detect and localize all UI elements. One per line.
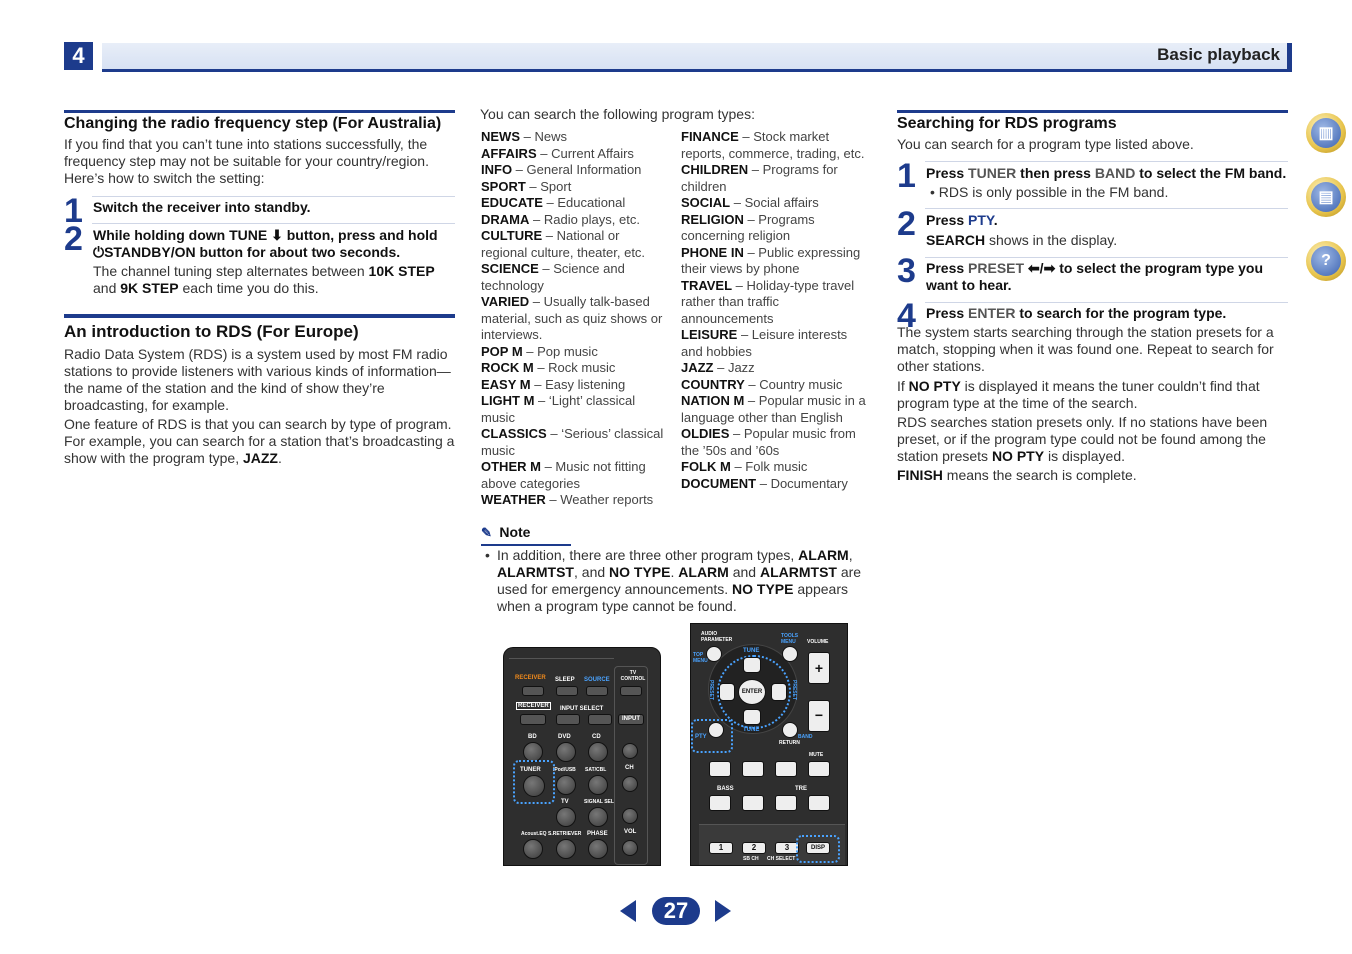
program-type-description: – ‘Serious’ classical music (481, 426, 664, 458)
program-type-description: – Sport (525, 178, 572, 194)
number-2-button[interactable]: 2 (742, 842, 766, 854)
ipod-usb-button[interactable] (556, 775, 576, 795)
label-phase: PHASE (587, 831, 608, 837)
header-bar (102, 43, 1292, 72)
program-type-code: COUNTRY (681, 376, 745, 392)
cd-button[interactable] (588, 742, 608, 762)
remote-illustration-receiver (503, 647, 661, 866)
label-tune-top: TUNE (743, 648, 760, 654)
step-1-text: Switch the receiver into standby. (93, 199, 311, 215)
program-type-code: NEWS (481, 129, 520, 144)
keyword: 10K STEP (368, 263, 435, 279)
page-number: 27 (663, 898, 689, 923)
program-type-item (481, 360, 669, 377)
label-pty: PTY (695, 734, 707, 740)
previous-page-arrow-icon[interactable] (620, 900, 636, 922)
phase-button[interactable] (588, 839, 608, 859)
program-type-code: ROCK M (481, 360, 534, 375)
heading-frequency-step: Changing the radio frequency step (For Australia) (64, 115, 442, 132)
program-type-item (481, 426, 669, 459)
search-step-3-text (926, 260, 1288, 294)
play-button[interactable] (775, 761, 797, 777)
keyword: SEARCH (926, 232, 986, 248)
tre-up-button[interactable] (808, 795, 830, 811)
tuner-highlight (513, 760, 555, 804)
label-vol: VOL (624, 829, 637, 835)
program-type-description: – Holiday-type travel rather than traffic announcements (681, 277, 855, 326)
program-type-description: – Programs concerning religion (681, 211, 815, 243)
text: shows in the display. (985, 232, 1118, 248)
text: each time you do this. (178, 280, 319, 296)
program-type-description: – Country music (744, 376, 843, 392)
step-2-part: button, press and hold (282, 227, 438, 243)
search-result-p1: The system starts searching through the station presets for a match, stopping when it was found one. Repeat to search for other stations. (897, 324, 1274, 374)
power-icon: ⏻ (93, 244, 105, 260)
program-type-code: DRAMA (481, 211, 530, 227)
program-type-item (481, 459, 669, 492)
text: are used for emergency announcements. (497, 564, 862, 597)
program-type-description: – Science and technology (481, 261, 625, 293)
source-power-button[interactable] (586, 686, 608, 696)
label-top-menu: TOP MENU (693, 652, 708, 664)
program-type-item (481, 294, 669, 344)
program-type-description: – Folk music (730, 459, 808, 474)
program-type-description: – Easy listening (530, 376, 626, 392)
keyword: NO PTY (991, 448, 1045, 464)
s-retriever-button[interactable] (556, 839, 576, 859)
search-result-p2 (897, 378, 1288, 412)
program-type-code: OLDIES (681, 426, 730, 441)
program-type-item (481, 179, 669, 196)
program-type-description: – Programs for children (681, 162, 838, 194)
program-type-code: JAZZ (681, 360, 714, 375)
text: . (993, 212, 998, 228)
stop-button[interactable] (742, 761, 764, 777)
search-step-1-text (926, 165, 1288, 182)
label-audio-parameter: AUDIO PARAMETER (701, 631, 733, 643)
step-rule (92, 196, 455, 197)
label-input-select: INPUT SELECT (560, 706, 604, 712)
program-type-code: WEATHER (481, 492, 546, 507)
keyword: 9K STEP (120, 280, 179, 296)
vol-down-button[interactable] (622, 840, 638, 856)
program-type-description: – Social affairs (730, 195, 819, 210)
keyword: JAZZ (242, 450, 278, 466)
program-type-description: – Jazz (713, 360, 755, 375)
pty-button[interactable] (708, 722, 724, 738)
label-source: SOURCE (584, 677, 610, 683)
search-step-4-text (926, 305, 1288, 322)
program-type-code: SCIENCE (481, 261, 539, 276)
section-title: Basic playback (1157, 45, 1280, 64)
keyword: PRESET (968, 260, 1025, 276)
program-type-code: CLASSICS (481, 426, 547, 441)
pencil-icon: ✎ (481, 525, 492, 540)
tune-down-button[interactable] (743, 709, 761, 725)
program-type-code: INFO (481, 162, 513, 177)
label-ch: CH (625, 765, 634, 771)
tv-button[interactable] (556, 807, 576, 827)
label-volume: VOLUME (807, 639, 829, 645)
keyword: ALARMTST (759, 564, 837, 580)
program-type-item (481, 212, 669, 229)
program-type-item (681, 377, 867, 394)
preset-left-button[interactable] (719, 683, 735, 701)
program-type-item (481, 162, 669, 179)
program-type-description: – Rock music (533, 360, 616, 375)
program-type-code: POP M (481, 343, 523, 359)
program-type-code: FINANCE (681, 129, 739, 144)
text: One feature of RDS is that you can search by type of program. For example, you can search for a station that’s broadcasting a show with the program type, (64, 416, 455, 466)
help-icon-glyph: ? (1311, 246, 1341, 276)
search-result-p3 (897, 414, 1288, 465)
keyword: NO PTY (908, 378, 961, 394)
program-type-item (681, 195, 867, 212)
step-number-3: 3 (897, 252, 916, 290)
program-type-code: PHONE IN (681, 244, 744, 260)
receiver-button[interactable] (520, 714, 546, 725)
bass-down-button[interactable] (709, 795, 731, 811)
text: In addition, there are three other program types, (497, 547, 799, 563)
label-tv: TV (561, 799, 569, 805)
bullet: • (930, 184, 939, 200)
close-icon[interactable] (706, 646, 722, 662)
program-type-description: – Popular music from the ’50s and ’60s (681, 426, 856, 458)
text: Press (926, 260, 969, 276)
program-type-description: – ‘Light’ classical music (481, 393, 636, 425)
remote-control-icon-glyph: ▤ (1311, 182, 1341, 212)
search-step-2-description (926, 232, 1288, 249)
program-type-code: OTHER M (481, 459, 541, 474)
page-number-badge (652, 897, 700, 925)
bass-up-button[interactable] (742, 795, 764, 811)
text: , and (574, 564, 610, 580)
program-type-item (681, 278, 867, 328)
program-type-description: – National or regional culture, theater, etc. (481, 228, 646, 260)
mute-button[interactable] (808, 761, 830, 777)
program-type-description: – Stock market reports, commerce, trading, etc. (681, 129, 865, 161)
number-3-button[interactable]: 3 (775, 842, 799, 854)
label-tuner: TUNER (520, 767, 541, 773)
step-rule (925, 161, 1288, 162)
program-type-code: CULTURE (481, 228, 543, 243)
step-rule (92, 223, 455, 224)
program-types-intro: You can search the following program types: (480, 106, 755, 122)
label-mute: MUTE (809, 752, 824, 758)
acoust-eq-button[interactable] (523, 839, 543, 859)
enter-button[interactable]: ENTER (738, 679, 766, 705)
program-type-code: LEISURE (681, 327, 738, 342)
heading-rds-search: Searching for RDS programs (897, 115, 1117, 132)
return-button[interactable] (782, 722, 798, 738)
label-cd: CD (592, 734, 601, 740)
bd-button[interactable] (523, 742, 543, 762)
program-type-description: – Popular music in a language other than English (681, 393, 866, 425)
tv-power-button[interactable] (620, 686, 642, 696)
sat-cbl-button[interactable] (588, 775, 608, 795)
program-types-col-1 (481, 129, 669, 509)
chapter-number-badge (64, 42, 93, 70)
keyword: NO TYPE (609, 564, 671, 580)
label-tune-bottom: TUNE (743, 727, 760, 733)
program-type-description: – News (520, 129, 567, 144)
search-step-2-text (926, 212, 1288, 229)
program-type-code: RELIGION (681, 211, 744, 227)
text: is displayed it means the tuner couldn’t find that program type at the time of the search. (897, 378, 1260, 411)
step-number-2: 2 (897, 205, 916, 243)
step-rule (925, 257, 1288, 258)
text: appears when a program type cannot be found. (497, 581, 848, 614)
text: The channel tuning step alternates between (93, 263, 369, 279)
program-type-description: – Public expressing their views by phone (681, 244, 861, 276)
volume-down-button[interactable]: − (808, 700, 830, 732)
label-return: RETURN (779, 740, 800, 746)
remote-illustration-navigation (690, 623, 848, 866)
program-type-item (481, 377, 669, 394)
vol-up-button[interactable] (622, 808, 638, 824)
book-icon[interactable] (1306, 113, 1346, 153)
program-type-item (681, 476, 867, 493)
label-preset-right: PRESET (791, 680, 797, 701)
text: RDS is only possible in the FM band. (938, 184, 1169, 200)
book-icon-glyph: ▥ (1311, 118, 1341, 148)
note-text (497, 547, 865, 615)
label-preset-left: PRESET (708, 680, 714, 701)
preset-right-button[interactable] (771, 683, 787, 701)
label-receiver-2: RECEIVER (518, 703, 549, 709)
help-icon[interactable] (1306, 241, 1346, 281)
search-step-1-bullet (930, 184, 1288, 201)
keyword: BAND (1094, 165, 1136, 181)
label-tre: TRE (795, 786, 807, 792)
keyword: ALARM (798, 547, 849, 563)
keyword: PTY (968, 212, 994, 228)
text: is displayed. (1044, 448, 1125, 464)
label-sleep: SLEEP (555, 677, 575, 683)
program-type-description: – Music not fitting above categories (481, 459, 646, 491)
ch-up-button[interactable] (622, 743, 638, 759)
program-type-item (681, 129, 867, 162)
program-type-item (481, 344, 669, 361)
tools-button[interactable] (782, 646, 798, 662)
keyword: TUNER (968, 165, 1017, 181)
program-type-item (681, 426, 867, 459)
text: RDS searches station presets only. If no stations have been preset, or if the program type could not be found among the station presets (897, 414, 1268, 464)
keyword: FINISH (897, 467, 943, 483)
divider (509, 658, 614, 659)
pause-button[interactable] (709, 761, 731, 777)
text: If (897, 378, 909, 394)
program-type-code: SOCIAL (681, 195, 731, 210)
step-rule (925, 208, 1288, 209)
program-type-item (681, 327, 867, 360)
chapter-number: 4 (72, 43, 85, 68)
label-s-retriever: S.RETRIEVER (548, 831, 582, 837)
step-number-1: 1 (64, 192, 83, 230)
step-2-part: While holding down TUNE (93, 227, 272, 243)
label-bass: BASS (717, 786, 734, 792)
text: Press (926, 165, 969, 181)
volume-up-button[interactable]: + (808, 652, 830, 684)
step-2-part: STANDBY/ON button for about two seconds. (104, 244, 401, 260)
keyword: ENTER (968, 305, 1016, 321)
program-type-code: NATION M (681, 393, 745, 408)
search-result-p4 (897, 467, 1288, 484)
note-title: Note (499, 524, 531, 540)
text: means the search is complete. (942, 467, 1137, 483)
program-type-code: SPORT (481, 178, 526, 194)
program-type-item (681, 162, 867, 195)
ch-down-button[interactable] (622, 776, 638, 792)
program-type-item (481, 228, 669, 261)
program-type-code: DOCUMENT (681, 475, 757, 491)
label-signal-sel: SIGNAL SEL (584, 799, 614, 805)
receiver-power-button[interactable] (522, 686, 544, 696)
heading-rds-intro: An introduction to RDS (For Europe) (64, 322, 359, 341)
text: . (277, 450, 282, 466)
program-type-item (481, 129, 669, 146)
program-type-description: – General Information (512, 162, 642, 177)
label-tools-menu: TOOLS MENU (781, 633, 799, 645)
text: , (848, 547, 853, 563)
rds-search-intro: You can search for a program type listed above. (897, 136, 1194, 152)
program-type-item (681, 245, 867, 278)
note-body (485, 547, 865, 615)
label-sat-cbl: SAT/CBL (585, 767, 607, 773)
bullet: • (485, 547, 490, 563)
program-type-item (681, 393, 867, 426)
program-type-description: – Radio plays, etc. (529, 211, 640, 227)
tre-down-button[interactable] (775, 795, 797, 811)
program-type-item (481, 393, 669, 426)
text: and (728, 564, 760, 580)
next-page-arrow-icon[interactable] (715, 900, 731, 922)
dvd-button[interactable] (556, 742, 576, 762)
text: to select the FM band. (1135, 165, 1287, 181)
text: Press (926, 305, 969, 321)
frequency-step-intro: If you find that you can’t tune into stations successfully, the frequency step may not be suitable for your country/region. Here’s how to switch the setting: (64, 136, 429, 186)
program-type-item (481, 492, 669, 509)
text: to search for the program type. (1015, 305, 1227, 321)
step-number-4: 4 (897, 297, 916, 335)
keyword: ALARM (678, 564, 729, 580)
step-number-1: 1 (897, 157, 916, 195)
sleep-button[interactable] (556, 686, 578, 696)
tune-up-button[interactable] (743, 657, 761, 673)
signal-sel-button[interactable] (588, 807, 608, 827)
step-2-description (93, 263, 455, 297)
label-dvd: DVD (558, 734, 571, 740)
text: then press (1016, 165, 1095, 181)
down-arrow-icon: ⬇ (271, 227, 283, 243)
program-type-code: AFFAIRS (481, 145, 537, 161)
step-rule (925, 302, 1288, 303)
program-type-description: – Documentary (756, 475, 848, 491)
keyword: ALARMTST (497, 564, 574, 580)
input-select-right[interactable] (588, 714, 612, 725)
program-type-description: – Usually talk-based material, such as quiz shows or interviews. (481, 294, 663, 342)
text: ⬅/➡ to select the program type you want to hear. (926, 260, 1264, 293)
label-sb-ch: SB CH (743, 856, 759, 862)
keyword: NO TYPE (732, 581, 794, 597)
label-band: BAND (798, 734, 813, 740)
label-ch-select: CH SELECT (767, 856, 796, 862)
program-type-code: EASY M (481, 376, 531, 392)
program-type-code: FOLK M (681, 459, 731, 474)
step-number-2: 2 (64, 220, 83, 258)
text: and (93, 280, 121, 296)
label-tv-control: TV CONTROL (620, 670, 646, 682)
program-type-item (681, 212, 867, 245)
step-2-text (93, 227, 455, 261)
text: Press (926, 212, 969, 228)
rds-intro-p1: Radio Data System (RDS) is a system used by most FM radio stations to provide listeners with various kinds of information—the name of the station and the kind of show they’re broadcasting, for example. (64, 346, 451, 413)
header-bar-end (1287, 43, 1292, 72)
input-select-left[interactable] (556, 714, 580, 725)
program-type-code: LIGHT M (481, 393, 535, 408)
program-type-item (681, 459, 867, 476)
remote-control-icon[interactable] (1306, 177, 1346, 217)
label-acoust-eq: Acoust.EQ (521, 831, 547, 837)
program-type-code: CHILDREN (681, 162, 749, 177)
program-type-code: TRAVEL (681, 277, 733, 293)
label-bd: BD (528, 734, 537, 740)
tv-input-button[interactable]: INPUT (618, 714, 644, 725)
program-type-description: – Educational (542, 195, 626, 210)
program-types-col-2 (681, 129, 867, 492)
program-type-code: VARIED (481, 294, 530, 309)
program-type-description: – Weather reports (545, 492, 654, 507)
text: . (670, 564, 679, 580)
rds-intro-p2 (64, 416, 456, 467)
program-type-description: – Leisure interests and hobbies (681, 327, 848, 359)
label-receiver: RECEIVER (515, 675, 546, 681)
disp-button[interactable]: DISP (806, 842, 830, 854)
program-type-item (481, 195, 669, 212)
number-1-button[interactable]: 1 (709, 842, 733, 854)
note-heading (481, 524, 571, 546)
program-type-code: EDUCATE (481, 195, 543, 210)
program-type-item (681, 360, 867, 377)
program-type-description: – Current Affairs (536, 145, 634, 161)
program-type-item (481, 261, 669, 294)
program-type-item (481, 146, 669, 163)
program-type-description: – Pop music (522, 343, 598, 359)
label-ipod-usb: iPod/USB (553, 767, 576, 773)
